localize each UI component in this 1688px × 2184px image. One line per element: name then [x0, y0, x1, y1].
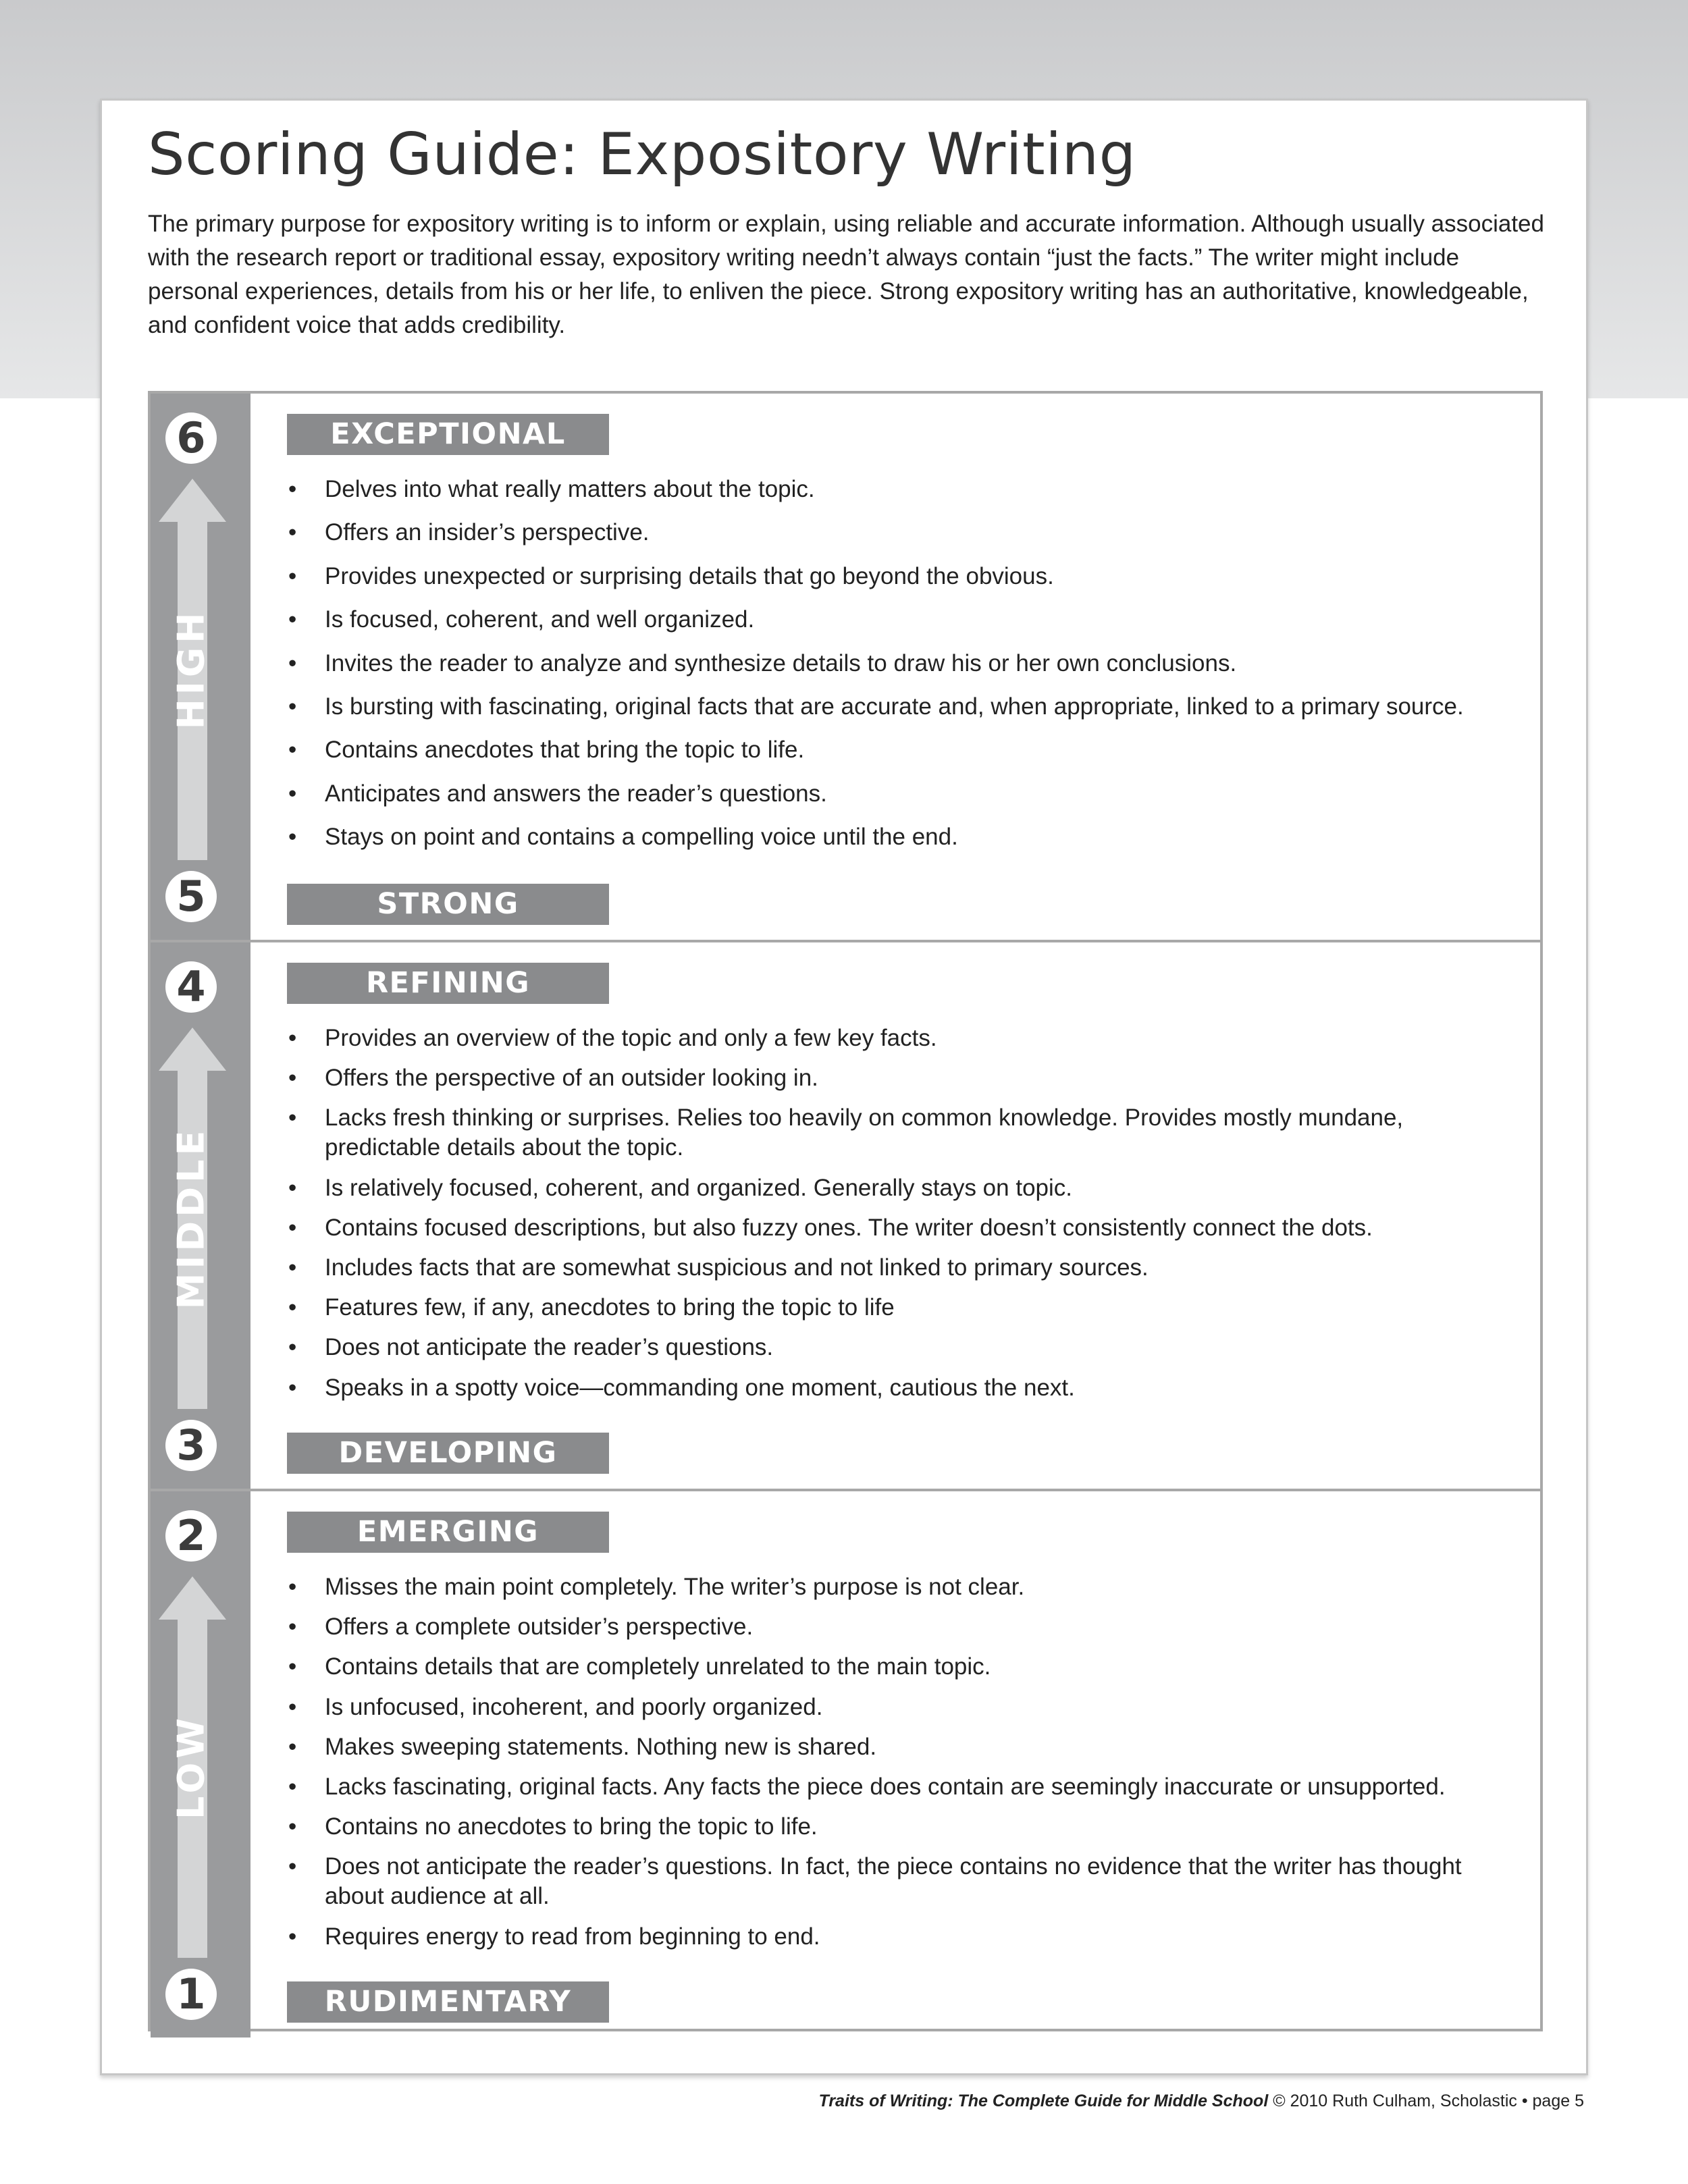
level-strip: 4 MIDDLE 3 — [151, 942, 250, 1489]
label-refining: REFINING — [287, 963, 609, 1004]
list-item: • Includes facts that are somewhat suspicious and not linked to primary sources. — [287, 1253, 1516, 1283]
label-developing: DEVELOPING — [287, 1433, 609, 1474]
list-item: • Contains details that are completely unrelated to the main topic. — [287, 1652, 1516, 1682]
list-item: • Features few, if any, anecdotes to bring the topic to life — [287, 1293, 1516, 1323]
intro-paragraph: The primary purpose for expository writing is to inform or explain, using reliable and accurate information. Although usually associated with the research report or traditional essay, expository writing needn’t always contain “just the facts.” The writer might include personal experiences, details from his or her life, to enliven the piece. Strong expository writing has an authoritative, knowledgeable, and confident voice that adds credibility. — [148, 211, 1544, 338]
level-strip: 2 LOW 1 — [151, 1491, 250, 2037]
band-high — [151, 394, 1540, 940]
list-item: • Misses the main point completely. The writer’s purpose is not clear. — [287, 1572, 1516, 1602]
label-emerging: EMERGING — [287, 1512, 609, 1553]
score-1: 1 — [165, 1969, 217, 2020]
list-item: • Does not anticipate the reader’s questions. In fact, the piece contains no evidence that the writer has thought about audience at all. — [287, 1852, 1516, 1911]
score-2: 2 — [165, 1510, 217, 1562]
list-item: • Speaks in a spotty voice—commanding one moment, cautious the next. — [287, 1373, 1516, 1403]
footer-book-title: Traits of Writing: The Complete Guide for Middle School — [818, 2092, 1269, 2110]
band-middle — [151, 942, 1540, 1489]
criteria-list — [287, 1572, 1516, 1962]
list-item: • Provides an overview of the topic and only a few key facts. — [287, 1023, 1516, 1053]
score-3: 3 — [165, 1420, 217, 1471]
footer-credit: © 2010 Ruth Culham, Scholastic • page 5 — [1273, 2092, 1584, 2110]
scoring-rubric — [148, 391, 1543, 2031]
list-item: • Contains anecdotes that bring the topic to life. — [287, 735, 1516, 765]
list-item: • Is bursting with fascinating, original facts that are accurate and, when appropriate, linked to a primary source. — [287, 692, 1516, 722]
list-item: • Delves into what really matters about the topic. — [287, 475, 1516, 504]
page-title: Scoring Guide: Expository Writing — [148, 121, 1136, 188]
list-item: • Provides unexpected or surprising details that go beyond the obvious. — [287, 562, 1516, 591]
list-item: • Makes sweeping statements. Nothing new is shared. — [287, 1732, 1516, 1762]
criteria-list — [287, 475, 1516, 866]
list-item: • Lacks fresh thinking or surprises. Relies too heavily on common knowledge. Provides mostly mundane, predictable details about the topic. — [287, 1103, 1516, 1163]
list-item: • Invites the reader to analyze and synthesize details to draw his or her own conclusions. — [287, 649, 1516, 678]
list-item: • Contains no anecdotes to bring the topic to life. — [287, 1812, 1516, 1842]
score-4: 4 — [165, 961, 217, 1013]
list-item: • Contains focused descriptions, but also fuzzy ones. The writer doesn’t consistently connect the dots. — [287, 1213, 1516, 1243]
list-item: • Anticipates and answers the reader’s questions. — [287, 779, 1516, 809]
score-6: 6 — [165, 412, 217, 464]
level-strip: 6 HIGH 5 — [151, 394, 250, 940]
label-strong: STRONG — [287, 884, 609, 925]
list-item: • Offers an insider’s perspective. — [287, 518, 1516, 548]
list-item: • Is unfocused, incoherent, and poorly organized. — [287, 1693, 1516, 1722]
criteria-list — [287, 1023, 1516, 1413]
label-rudimentary: RUDIMENTARY — [287, 1981, 609, 2023]
score-5: 5 — [165, 871, 217, 922]
list-item: • Offers the perspective of an outsider looking in. — [287, 1063, 1516, 1093]
list-item: • Requires energy to read from beginning to end. — [287, 1922, 1516, 1952]
document-page — [100, 99, 1588, 2075]
label-exceptional: EXCEPTIONAL — [287, 414, 609, 455]
page-footer — [819, 2092, 1585, 2111]
list-item: • Stays on point and contains a compelling voice until the end. — [287, 822, 1516, 852]
band-low — [151, 1491, 1540, 2037]
list-item: • Does not anticipate the reader’s questions. — [287, 1333, 1516, 1362]
list-item: • Offers a complete outsider’s perspective. — [287, 1612, 1516, 1642]
list-item: • Is focused, coherent, and well organized. — [287, 605, 1516, 635]
list-item: • Lacks fascinating, original facts. Any facts the piece does contain are seemingly inaccurate or unsupported. — [287, 1772, 1516, 1802]
list-item: • Is relatively focused, coherent, and organized. Generally stays on topic. — [287, 1173, 1516, 1203]
